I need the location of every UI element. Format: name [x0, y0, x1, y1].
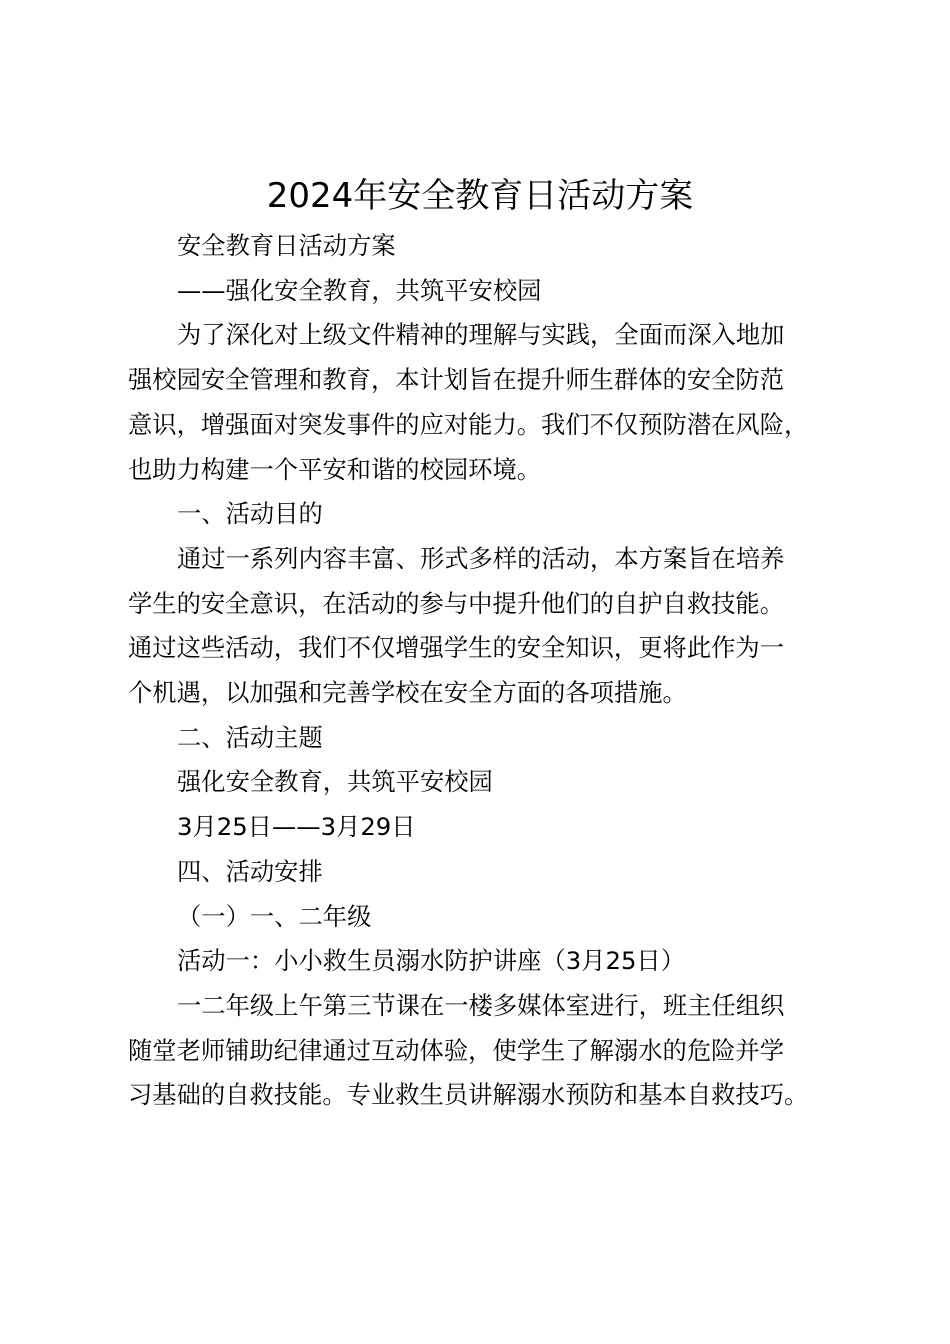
- intro-line: 为了深化对上级文件精神的理解与实践，全面而深入地加: [177, 320, 785, 350]
- section1-line: 通过这些活动，我们不仅增强学生的安全知识，更将此作为一: [128, 633, 785, 663]
- activity-title: 活动一：小小救生员溺水防护讲座（3月25日）: [177, 946, 686, 976]
- section1-line: 通过一系列内容丰富、形式多样的活动，本方案旨在培养: [177, 543, 785, 573]
- activity1-paragraph: [128, 984, 858, 1118]
- intro-line: 也助力构建一个平安和谐的校园环境。: [128, 454, 542, 484]
- theme-line: ——强化安全教育，共筑平安校园: [177, 275, 542, 305]
- section4-heading-paragraph: [128, 850, 858, 895]
- activity1-line: 习基础的自救技能。专业救生员讲解溺水预防和基本自救技巧。: [128, 1080, 809, 1110]
- intro-line: 强校园安全管理和教育，本计划旨在提升师生群体的安全防范: [128, 365, 785, 395]
- section1-paragraph: [128, 537, 858, 716]
- activity1-line: 随堂老师铺助纪律通过互动体验，使学生了解溺水的危险并学: [128, 1035, 785, 1065]
- section2-theme: 强化安全教育，共筑平安校园: [177, 767, 493, 797]
- section2-heading-paragraph: [128, 716, 858, 761]
- document-title: 2024年安全教育日活动方案: [266, 176, 694, 216]
- subtitle-paragraph: [128, 224, 858, 269]
- subtitle: 安全教育日活动方案: [177, 231, 396, 260]
- section-heading: 一、活动目的: [177, 499, 323, 529]
- section-heading: 四、活动安排: [177, 856, 323, 886]
- sub1-heading-paragraph: [128, 895, 858, 940]
- section1-line: 学生的安全意识，在活动的参与中提升他们的自护自救技能。: [128, 588, 785, 618]
- document-body: [128, 224, 858, 1118]
- theme-paragraph: [128, 269, 858, 314]
- intro-paragraph: [128, 313, 858, 492]
- date-range-paragraph: [128, 805, 858, 850]
- date-range: 3月25日——3月29日: [177, 812, 416, 842]
- section1-line: 个机遇，以加强和完善学校在安全方面的各项措施。: [128, 678, 687, 708]
- section-heading: 二、活动主题: [177, 722, 323, 752]
- activity1-line: 一二年级上午第三节课在一楼多媒体室进行，班主任组织: [177, 990, 785, 1020]
- section1-heading-paragraph: [128, 492, 858, 537]
- intro-line: 意识，增强面对突发事件的应对能力。我们不仅预防潜在风险，: [128, 409, 809, 439]
- subsection-heading: （一）一、二年级: [177, 901, 372, 931]
- activity1-title-paragraph: [128, 939, 858, 984]
- section2-theme-paragraph: [128, 760, 858, 805]
